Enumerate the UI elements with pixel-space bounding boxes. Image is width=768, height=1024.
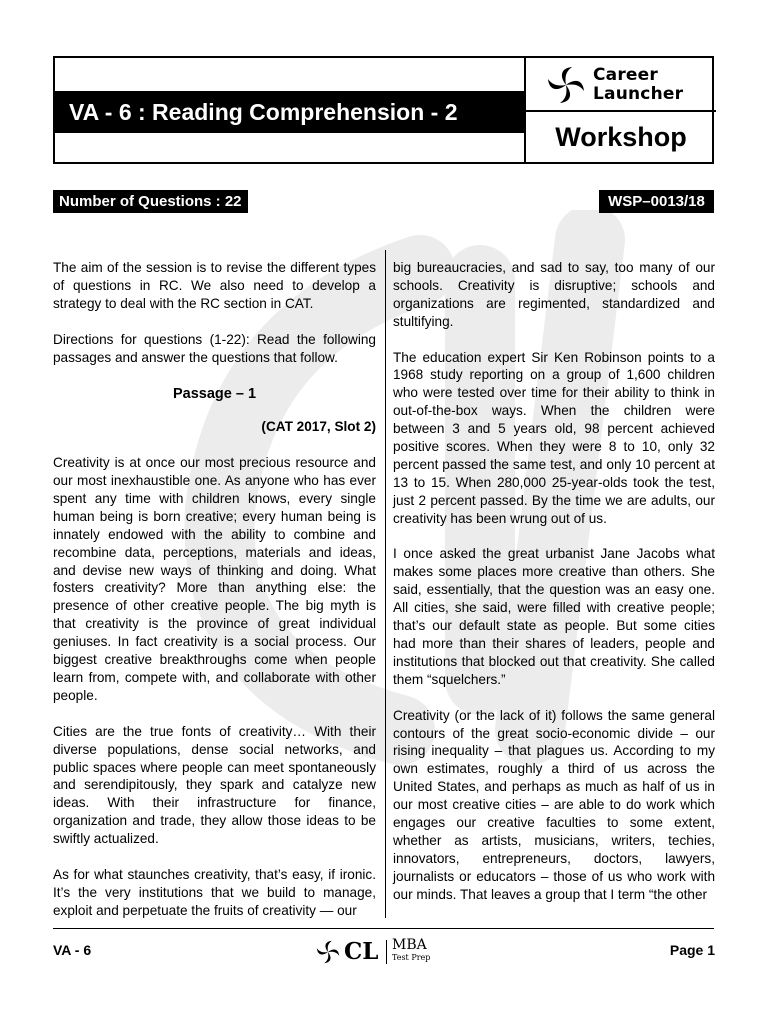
right-column [393,259,715,904]
passage-paragraph: As for what staunches creativity, that’s easy, if ironic. It’s the very institutions that we build to manage, exploit and perpetuate the fruits of creativity — our [53,866,376,918]
career-launcher-logo [545,62,710,108]
passage-title: Passage – 1 [172,386,257,403]
passage-paragraph: The education expert Sir Ken Robinson points to a 1968 study reporting on a group of 1,600 children who were tested over time for their ability to think in out-of-the-box ways. When the children were between 3 and 5 years old, 98 percent achieved positive scores. When they were 8 to 10, only 32 percent passed the same test, and only 10 percent at 13 to 15. When 280,000 25-year-olds took the test, just 2 percent passed. By the time we are adults, our creativity has been wrung out of us. [393,349,715,526]
passage-paragraph: Creativity is at once our most precious resource and our most inexhaustible one. As anyone who has ever spent any time with children knows, every single human being is born creative; every human being is innately endowed with the ability to combine and recombine data, perceptions, materials and ideas, and devise new ways of thinking and doing. What fosters creativity? More than anything else: the presence of other creative people. The big myth is that creativity is the province of great individual geniuses. In fact creativity is a social process. Our biggest creative breakthroughs come when people learn from, compete with, and collaborate with other people. [53,455,376,703]
column-divider [385,250,386,918]
logo-mba-text: MBA [392,937,427,953]
passage-paragraph: Creativity (or the lack of it) follows the same general contours of the great socio-economic divide – our rising inequality – that plagues us. According to my own estimates, roughly a third of us across the United States, and perhaps as much as half of us in our most creative cities – are able to do work which engages our creative faculties to some extent, whether as artists, musicians, writers, techies, innovators, entrepreneurs, doctors, lawyers, journalists or educators – those of us who work with our minds. That leaves a group that I term “the other [393,707,715,902]
logo-separator [386,940,387,964]
workshop-label: Workshop [555,122,687,152]
logo-testprep-text: Test Prep [392,953,431,962]
left-column [53,259,376,920]
page-number: Page 1 [669,942,715,958]
passage-paragraph: Cities are the true fonts of creativity… With their diverse populations, dense social networks, and public spaces where people can meet spontaneously and serendipitously, they spark and catalyze new ideas. With their infrastructure for finance, organization and trade, they allow those ideas to be swiftly actualized. [53,723,376,847]
passage-paragraph: I once asked the great urbanist Jane Jacobs what makes some places more creative than others. She said, essentially, that the question was an easy one. All cities, she said, were filled with creative people; that’s our default state as people. But some cities had more than their shares of leaders, people and institutions that blocked out that creativity. She called them “squelchers.” [393,546,715,687]
logo-line-launcher: Launcher [593,84,684,104]
passage-source: (CAT 2017, Slot 2) [261,419,376,435]
footer-rule [53,928,714,929]
logo-text [593,66,683,104]
document-code: WSP–0013/18 [599,190,714,213]
cl-mba-logo [314,937,454,967]
page-title: VA - 6 : Reading Comprehension - 2 [55,91,524,133]
header-box [53,56,714,164]
logo-cl-text: CL [344,938,379,965]
passage-paragraph: big bureaucracies, and sad to say, too many of our schools. Creativity is disruptive; schools and organizations are regimented, standardized and stultifying. [393,260,715,329]
footer-section-label: VA - 6 [53,942,92,958]
logo-line-career: Career [593,65,658,85]
question-count: Number of Questions : 22 [53,190,248,213]
directions-paragraph: Directions for questions (1-22): Read the following passages and answer the questions that follow. [53,331,376,365]
intro-paragraph: The aim of the session is to revise the different types of questions in RC. We also need to develop a strategy to deal with the RC section in CAT. [53,260,376,311]
swirl-logo-icon [314,939,342,965]
swirl-logo-icon [545,64,587,106]
